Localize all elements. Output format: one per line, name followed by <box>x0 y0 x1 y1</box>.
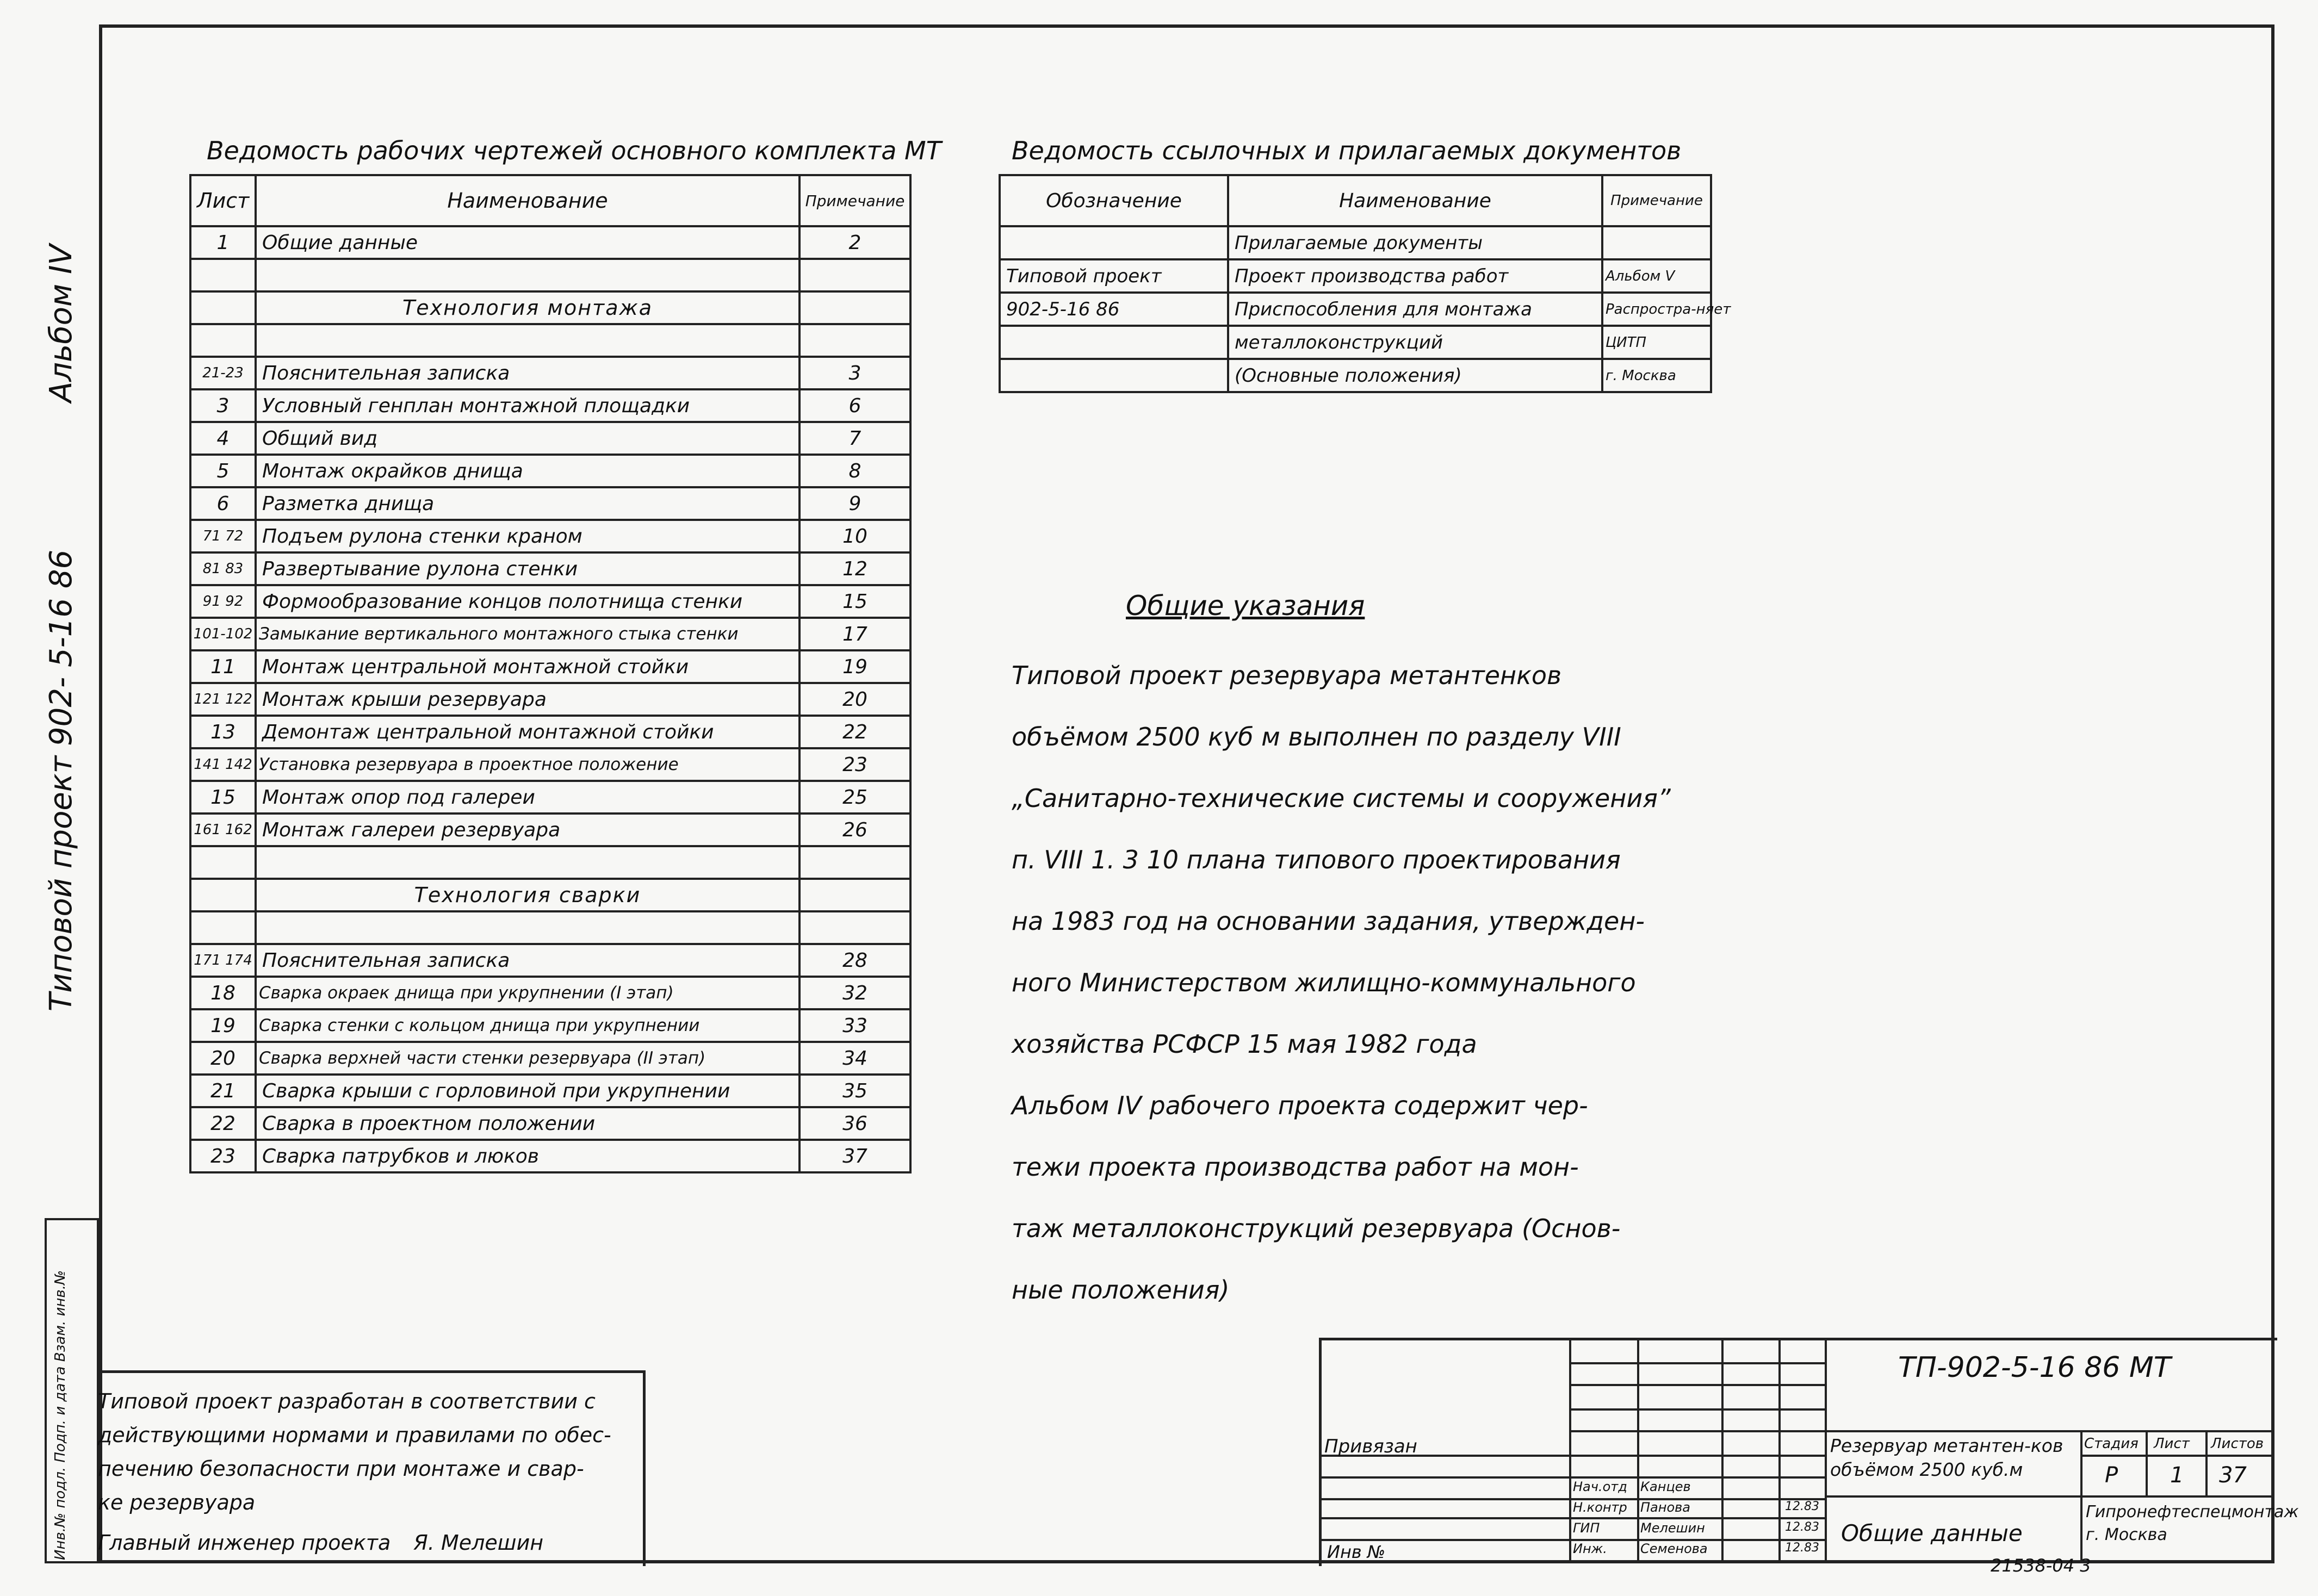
sheet-cell: 3 <box>190 389 256 422</box>
table-row <box>190 520 910 552</box>
table-row <box>1000 259 1711 293</box>
notes-line: Типовой проект резервуара метантенков <box>1012 661 1562 690</box>
note-cell: 9 <box>799 487 910 520</box>
note-cell: 32 <box>799 977 910 1009</box>
note-cell: 17 <box>799 618 910 650</box>
table-row <box>190 259 910 291</box>
notes-line: п. VIII 1. 3 10 плана типового проектирования <box>1012 845 1621 874</box>
inv-stamp-box <box>45 1218 99 1563</box>
signature-date: 12.83 <box>1785 1520 1819 1534</box>
name-cell: Проект производства работ <box>1228 259 1602 293</box>
note-cell: 35 <box>799 1075 910 1107</box>
name-cell: Замыкание вертикального монтажного стыка стенки <box>256 618 799 650</box>
notes-line: объёмом 2500 куб м выполнен по разделу VIII <box>1012 722 1621 752</box>
signature-role: Н.контр <box>1573 1500 1627 1515</box>
code-cell <box>1000 359 1228 392</box>
notes-line: таж металлоконструкций резервуара (Основ- <box>1012 1214 1621 1243</box>
table-row <box>190 455 910 487</box>
note-cell: 6 <box>799 389 910 422</box>
table-row <box>190 683 910 716</box>
name-cell <box>256 846 799 879</box>
note-cell: 22 <box>799 716 910 748</box>
note-cell: 2 <box>799 226 910 259</box>
signature-role: Инж. <box>1573 1541 1607 1556</box>
note-cell <box>799 259 910 291</box>
section-row <box>190 879 910 911</box>
name-cell: Монтаж центральной монтажной стойки <box>256 650 799 683</box>
signature-date: 12.83 <box>1785 1500 1819 1513</box>
signature-name: Мелешин <box>1640 1520 1705 1536</box>
col-code-header: Обозначение <box>1000 175 1228 226</box>
note-cell <box>1602 226 1711 259</box>
sheet-cell: 171 174 <box>190 944 256 977</box>
note-cell: 12 <box>799 552 910 585</box>
name-cell: Сварка стенки с кольцом днища при укрупнении <box>256 1009 799 1042</box>
code-cell: 902-5-16 86 <box>1000 293 1228 326</box>
working-drawings-title: Ведомость рабочих чертежей основного комплекта МТ <box>207 136 941 165</box>
note-cell: 15 <box>799 585 910 618</box>
name-cell: металлоконструкций <box>1228 326 1602 359</box>
note-cell <box>799 846 910 879</box>
name-cell: Приспособления для монтажа <box>1228 293 1602 326</box>
notes-line: ные положения) <box>1012 1275 1230 1305</box>
sheet-cell: 141 142 <box>190 748 256 781</box>
col-name-header: Наименование <box>1228 175 1602 226</box>
side-project-label: Типовой проект 902- 5-16 86 <box>44 549 79 1011</box>
note-cell: ЦИТП <box>1602 326 1711 359</box>
name-cell: Пояснительная записка <box>256 944 799 977</box>
note-cell <box>799 879 910 911</box>
sheet-cell: 21-23 <box>190 357 256 389</box>
table-row <box>190 911 910 944</box>
code-cell <box>1000 226 1228 259</box>
sheet-cell <box>190 846 256 879</box>
sheet-cell: 13 <box>190 716 256 748</box>
sheet-cell: 101-102 <box>190 618 256 650</box>
inv-label: Инв № <box>1327 1542 1386 1562</box>
table-row <box>190 650 910 683</box>
name-cell: Развертывание рулона стенки <box>256 552 799 585</box>
table-row <box>190 487 910 520</box>
note-cell: 34 <box>799 1042 910 1075</box>
notes-title: Общие указания <box>1126 590 1365 622</box>
table-row <box>190 977 910 1009</box>
name-cell: Разметка днища <box>256 487 799 520</box>
name-cell: Монтаж крыши резервуара <box>256 683 799 716</box>
sheet-cell: 81 83 <box>190 552 256 585</box>
working-drawings-table <box>189 174 912 1173</box>
developer-note-line: действующими нормами и правилами по обес- <box>98 1423 611 1447</box>
section-title: Технология сварки <box>256 879 799 911</box>
stage-label: Стадия <box>2084 1436 2139 1452</box>
chief-engineer-line <box>98 1531 543 1555</box>
notes-line: Альбом IV рабочего проекта содержит чер- <box>1012 1091 1588 1120</box>
table-row <box>190 1042 910 1075</box>
note-cell: 37 <box>799 1140 910 1172</box>
table-row <box>190 389 910 422</box>
note-cell <box>799 911 910 944</box>
note-cell: Распростра-няет <box>1602 293 1711 326</box>
organization: Гипронефтеспецмонтаж г. Москва <box>2086 1502 2299 1544</box>
name-cell: Сварка верхней части стенки резервуара (II этап) <box>256 1042 799 1075</box>
table-row <box>190 585 910 618</box>
signature-name: Панова <box>1640 1500 1690 1515</box>
table-row <box>190 552 910 585</box>
sheet-value: 1 <box>2170 1463 2184 1488</box>
references-title: Ведомость ссылочных и прилагаемых документов <box>1012 136 1682 165</box>
table-row <box>190 357 910 389</box>
table-row <box>190 324 910 357</box>
signature-date: 12.83 <box>1785 1541 1819 1555</box>
note-cell: Альбом V <box>1602 259 1711 293</box>
sheet-cell: 20 <box>190 1042 256 1075</box>
note-cell <box>799 324 910 357</box>
name-cell: Сварка окраек днища при укрупнении (I этап) <box>256 977 799 1009</box>
name-cell: Установка резервуара в проектное положение <box>256 748 799 781</box>
note-cell: 7 <box>799 422 910 455</box>
sheet-cell: 22 <box>190 1107 256 1140</box>
note-cell: 8 <box>799 455 910 487</box>
table-row <box>190 944 910 977</box>
table-row <box>190 1107 910 1140</box>
table-row <box>190 716 910 748</box>
table-row <box>190 813 910 846</box>
code-cell: Типовой проект <box>1000 259 1228 293</box>
sheet-title: Общие данные <box>1841 1520 2023 1547</box>
table-header-row <box>1000 175 1711 226</box>
sheet-cell <box>190 879 256 911</box>
table-header-row <box>190 175 910 226</box>
name-cell: Общий вид <box>256 422 799 455</box>
signature-role: ГИП <box>1573 1520 1600 1536</box>
sheet-cell <box>190 291 256 324</box>
table-row <box>190 1140 910 1172</box>
notes-line: хозяйства РСФСР 15 мая 1982 года <box>1012 1029 1477 1059</box>
sheet-cell: 1 <box>190 226 256 259</box>
notes-line: „Санитарно-технические системы и сооружения” <box>1012 784 1671 813</box>
developer-note-line: ке резервуара <box>98 1491 256 1514</box>
chief-engineer-name: Я. Мелешин <box>413 1531 544 1555</box>
code-cell <box>1000 326 1228 359</box>
note-cell: г. Москва <box>1602 359 1711 392</box>
name-cell <box>256 911 799 944</box>
name-cell: Подъем рулона стенки краном <box>256 520 799 552</box>
note-cell: 3 <box>799 357 910 389</box>
name-cell: (Основные положения) <box>1228 359 1602 392</box>
developer-note-line: Типовой проект разработан в соответствии с <box>98 1389 596 1413</box>
note-cell: 28 <box>799 944 910 977</box>
references-table <box>999 174 1731 393</box>
stage-value: Р <box>2105 1463 2118 1488</box>
name-cell: Формообразование концов полотнища стенки <box>256 585 799 618</box>
note-cell: 26 <box>799 813 910 846</box>
name-cell: Монтаж опор под галереи <box>256 781 799 813</box>
name-cell: Общие данные <box>256 226 799 259</box>
sheets-label: Листов <box>2211 1436 2264 1452</box>
table-row <box>190 422 910 455</box>
sheet-cell: 71 72 <box>190 520 256 552</box>
name-cell: Прилагаемые документы <box>1228 226 1602 259</box>
inv-stamp-labels: Инв.№ подл. Подп. и дата Взам. инв.№ <box>52 1270 69 1560</box>
sheet-cell: 5 <box>190 455 256 487</box>
side-album-label: Альбом IV <box>44 244 79 402</box>
chief-engineer-label: Главный инженер проекта <box>98 1531 391 1555</box>
sheet-cell <box>190 911 256 944</box>
sheet-cell <box>190 259 256 291</box>
sheet-cell: 23 <box>190 1140 256 1172</box>
name-cell: Условный генплан монтажной площадки <box>256 389 799 422</box>
col-note-header: Примечание <box>799 175 910 226</box>
note-cell <box>799 291 910 324</box>
table-row <box>190 618 910 650</box>
table-row <box>190 1009 910 1042</box>
notes-line: на 1983 год на основании задания, утвержден- <box>1012 906 1645 936</box>
name-cell: Монтаж галереи резервуара <box>256 813 799 846</box>
name-cell: Сварка в проектном положении <box>256 1107 799 1140</box>
name-cell <box>256 259 799 291</box>
sheet-cell: 21 <box>190 1075 256 1107</box>
note-cell: 23 <box>799 748 910 781</box>
document-code: ТП-902-5-16 86 МТ <box>1898 1351 2171 1384</box>
notes-line: тежи проекта производства работ на мон- <box>1012 1152 1579 1182</box>
signature-name: Семенова <box>1640 1541 1708 1556</box>
object-name: Резервуар метантен-ков объёмом 2500 куб.м <box>1830 1435 2063 1480</box>
note-cell: 25 <box>799 781 910 813</box>
table-row <box>190 781 910 813</box>
col-name-header: Наименование <box>256 175 799 226</box>
table-row <box>1000 226 1711 259</box>
col-sheet-header: Лист <box>190 175 256 226</box>
section-title: Технология монтажа <box>256 291 799 324</box>
sheet-cell: 18 <box>190 977 256 1009</box>
section-row <box>190 291 910 324</box>
table-row <box>190 846 910 879</box>
note-cell: 33 <box>799 1009 910 1042</box>
sheet-label: Лист <box>2154 1436 2190 1452</box>
signature-role: Нач.отд <box>1573 1479 1627 1494</box>
bound-label: Привязан <box>1324 1436 1417 1457</box>
note-cell: 10 <box>799 520 910 552</box>
col-note-header: Примечание <box>1602 175 1711 226</box>
note-cell: 20 <box>799 683 910 716</box>
archive-number: 21538-04 3 <box>1991 1555 2091 1576</box>
table-row <box>190 226 910 259</box>
name-cell: Сварка патрубков и люков <box>256 1140 799 1172</box>
sheet-cell: 121 122 <box>190 683 256 716</box>
table-row <box>190 1075 910 1107</box>
sheet-cell: 11 <box>190 650 256 683</box>
signature-name: Канцев <box>1640 1479 1691 1494</box>
developer-note-line: печению безопасности при монтаже и свар- <box>98 1457 584 1481</box>
name-cell: Демонтаж центральной монтажной стойки <box>256 716 799 748</box>
sheet-cell: 19 <box>190 1009 256 1042</box>
sheet-cell: 6 <box>190 487 256 520</box>
sheets-value: 37 <box>2219 1463 2247 1488</box>
table-row <box>1000 359 1711 392</box>
sheet-cell <box>190 324 256 357</box>
notes-line: ного Министерством жилищно-коммунального <box>1012 968 1636 997</box>
sheet-cell: 161 162 <box>190 813 256 846</box>
name-cell: Сварка крыши с горловиной при укрупнении <box>256 1075 799 1107</box>
table-row <box>190 748 910 781</box>
sheet-cell: 91 92 <box>190 585 256 618</box>
table-row <box>1000 326 1711 359</box>
sheet-cell: 15 <box>190 781 256 813</box>
name-cell: Монтаж окрайков днища <box>256 455 799 487</box>
name-cell <box>256 324 799 357</box>
table-row <box>1000 293 1711 326</box>
note-cell: 19 <box>799 650 910 683</box>
name-cell: Пояснительная записка <box>256 357 799 389</box>
note-cell: 36 <box>799 1107 910 1140</box>
sheet-cell: 4 <box>190 422 256 455</box>
